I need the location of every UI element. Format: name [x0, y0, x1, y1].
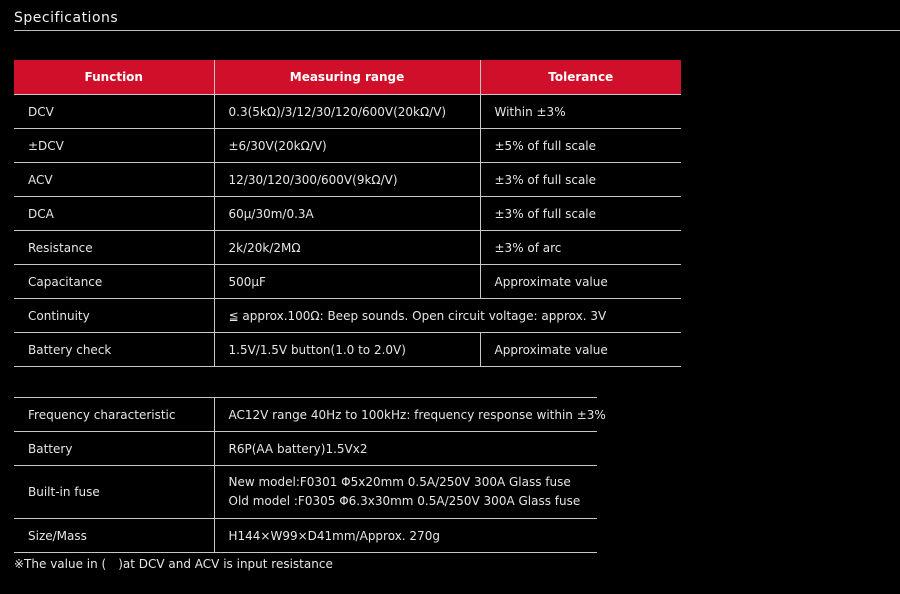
- fuse-line-new-model: New model:F0301 Φ5x20mm 0.5A/250V 300A Glass fuse: [228, 475, 571, 489]
- spec-label-cell: Frequency characteristic: [14, 398, 214, 432]
- table-row: [14, 197, 681, 231]
- function-cell: Battery check: [14, 333, 214, 367]
- table-row: [14, 129, 681, 163]
- table-row: [14, 231, 681, 265]
- table-row: [14, 398, 597, 432]
- function-cell: Resistance: [14, 231, 214, 265]
- table-row: [14, 95, 681, 129]
- tolerance-cell: Approximate value: [480, 333, 681, 367]
- table-row: [14, 519, 597, 553]
- function-cell: Continuity: [14, 299, 214, 333]
- spec-label-cell: Built-in fuse: [14, 466, 214, 519]
- range-cell: 12/30/120/300/600V(9kΩ/V): [214, 163, 480, 197]
- table-row: [14, 333, 681, 367]
- range-cell: 60μ/30m/0.3A: [214, 197, 480, 231]
- function-cell: DCV: [14, 95, 214, 129]
- function-cell: Capacitance: [14, 265, 214, 299]
- tolerance-cell: Within ±3%: [480, 95, 681, 129]
- header-function: Function: [14, 60, 214, 95]
- spec-table-header-row: [14, 60, 681, 95]
- table-row: [14, 432, 597, 466]
- tolerance-cell: ±3% of arc: [480, 231, 681, 265]
- function-cell: ACV: [14, 163, 214, 197]
- table-row: [14, 299, 681, 333]
- tolerance-cell: ±3% of full scale: [480, 197, 681, 231]
- general-spec-table: [14, 397, 606, 553]
- range-cell: 2k/20k/2MΩ: [214, 231, 480, 265]
- footnote: ※The value in ( )at DCV and ACV is input resistance: [14, 557, 333, 571]
- fuse-line-old-model: Old model :F0305 Φ6.3x30mm 0.5A/250V 300A Glass fuse: [228, 494, 581, 508]
- page-title: Specifications: [14, 10, 119, 26]
- range-cell: 1.5V/1.5V button(1.0 to 2.0V): [214, 333, 480, 367]
- spec-value-cell: H144×W99×D41mm/Approx. 270g: [214, 519, 597, 553]
- tolerance-cell: ±3% of full scale: [480, 163, 681, 197]
- tolerance-cell: ±5% of full scale: [480, 129, 681, 163]
- table-row: [14, 265, 681, 299]
- spec-value-cell: R6P(AA battery)1.5Vx2: [214, 432, 597, 466]
- range-cell: ≦ approx.100Ω: Beep sounds. Open circuit voltage: approx. 3V: [214, 299, 681, 333]
- spec-value-cell: [214, 466, 597, 519]
- spec-label-cell: Size/Mass: [14, 519, 214, 553]
- table-row: [14, 466, 597, 519]
- table-row: [14, 163, 681, 197]
- tolerance-cell: Approximate value: [480, 265, 681, 299]
- range-cell: 0.3(5kΩ)/3/12/30/120/600V(20kΩ/V): [214, 95, 480, 129]
- range-cell: ±6/30V(20kΩ/V): [214, 129, 480, 163]
- header-tolerance: Tolerance: [480, 60, 681, 95]
- function-cell: ±DCV: [14, 129, 214, 163]
- spec-table: [14, 60, 681, 367]
- title-divider: [14, 30, 900, 31]
- header-measuring-range: Measuring range: [214, 60, 480, 95]
- spec-value-cell: AC12V range 40Hz to 100kHz: frequency response within ±3%: [214, 398, 597, 432]
- range-cell: 500μF: [214, 265, 480, 299]
- function-cell: DCA: [14, 197, 214, 231]
- spec-label-cell: Battery: [14, 432, 214, 466]
